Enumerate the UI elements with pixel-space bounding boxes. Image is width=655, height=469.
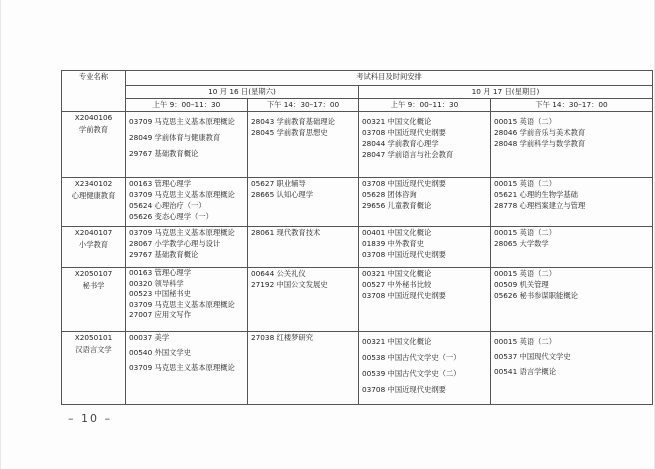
major-name: 汉语言文学 [75, 345, 112, 354]
course-item: 03708 中国近现代史纲要 [362, 385, 446, 394]
major-name: 小学教育 [78, 240, 109, 249]
day2-pm-cell [491, 178, 653, 227]
table-row [62, 112, 653, 178]
major-name: 学前教育 [78, 125, 109, 134]
course-item: 00537 中国现代文学史 [494, 352, 571, 361]
major-code: X2040107 [74, 228, 113, 237]
course-item: 05628 团体咨询 [362, 190, 417, 199]
day2-pm-cell [491, 112, 653, 178]
major-cell [62, 332, 126, 405]
day1-am-header: 上午 9：00–11：30 [126, 99, 248, 112]
day2-pm-cell [491, 268, 653, 332]
course-item: 00644 公关礼仪 [251, 269, 306, 278]
major-cell [62, 227, 126, 268]
course-item: 03708 中国近现代史纲要 [362, 128, 446, 137]
course-item: 05627 职业辅导 [251, 179, 306, 188]
course-item: 03708 中国近现代史纲要 [362, 291, 446, 300]
major-code: X2050107 [74, 269, 113, 278]
day1-am-cell [126, 112, 248, 178]
course-item: 29767 基础教育概论 [129, 250, 199, 259]
course-item: 00527 中外秘书比较 [362, 280, 432, 289]
course-item: 05626 变态心理学（一） [129, 212, 213, 221]
day1-am-cell [126, 268, 248, 332]
course-item: 28778 心理档案建立与管理 [494, 201, 586, 210]
course-item: 05624 心理治疗（一） [129, 201, 206, 210]
course-item: 29656 儿童教育概论 [362, 201, 432, 210]
course-item: 28044 学前教育心理学 [362, 139, 439, 148]
course-item: 00015 英语（二） [494, 228, 557, 237]
course-item: 28049 学前体育与健康教育 [129, 133, 221, 142]
course-item: 00321 中国文化概论 [362, 337, 432, 346]
course-item: 05621 心理的生物学基础 [494, 190, 578, 199]
course-item: 28043 学前教育基础理论 [251, 117, 335, 126]
day2-am-header: 上午 9：00–11：30 [359, 99, 491, 112]
course-item: 00539 中国古代文学史（二） [362, 369, 461, 378]
day2-pm-cell [491, 227, 653, 268]
day2-pm-cell [491, 332, 653, 405]
major-code: X2050101 [74, 333, 113, 342]
course-item: 00015 英语（二） [494, 337, 557, 346]
day1-am-cell [126, 178, 248, 227]
exam-schedule-table [61, 70, 653, 405]
course-item: 00015 英语（二） [494, 269, 557, 278]
course-item: 03709 马克思主义基本原理概论 [129, 117, 235, 126]
table-row [62, 178, 653, 227]
major-cell [62, 112, 126, 178]
day1-am-cell [126, 227, 248, 268]
major-code: X2040106 [74, 113, 113, 122]
day2-pm-header: 下午 14：30–17：00 [491, 99, 653, 112]
course-item: 27038 红楼梦研究 [251, 333, 314, 342]
page-number: – 10 – [68, 412, 112, 425]
schedule-header: 考试科目及时间安排 [126, 71, 653, 86]
course-item: 03709 马克思主义基本原理概论 [129, 190, 235, 199]
course-item: 03709 马克思主义基本原理概论 [129, 299, 235, 309]
day1-pm-cell [248, 178, 359, 227]
day1-header: 10 月 16 日(星期六) [126, 86, 359, 99]
table-row [62, 227, 653, 268]
course-item: 03708 中国近现代史纲要 [362, 250, 446, 259]
day1-pm-cell [248, 112, 359, 178]
course-item: 00523 中国秘书史 [129, 289, 192, 298]
course-item: 00538 中国古代文学史（一） [362, 353, 461, 362]
day2-am-cell [359, 227, 491, 268]
course-item: 00401 中国文化概论 [362, 228, 432, 237]
course-item: 00541 语言学概论 [494, 367, 557, 376]
table-row [62, 268, 653, 332]
major-name: 秘书学 [82, 281, 105, 290]
course-item: 28046 学前音乐与美术教育 [494, 128, 586, 137]
day2-am-cell [359, 268, 491, 332]
day2-header: 10 月 17 日(星期日) [359, 86, 653, 99]
course-item: 00320 领导科学 [129, 278, 184, 288]
course-item: 00321 中国文化概论 [362, 269, 432, 278]
course-item: 05626 秘书参谋职能概论 [494, 291, 578, 300]
major-cell [62, 178, 126, 227]
day1-pm-cell [248, 227, 359, 268]
table-row [62, 332, 653, 405]
day1-pm-cell [248, 268, 359, 332]
course-item: 00163 管理心理学 [129, 268, 192, 277]
course-item: 00321 中国文化概论 [362, 117, 432, 126]
day2-am-cell [359, 332, 491, 405]
course-item: 28665 认知心理学 [251, 190, 314, 199]
course-item: 28061 现代教育技术 [251, 228, 321, 237]
course-item: 00540 外国文学史 [129, 348, 192, 357]
day2-am-cell [359, 178, 491, 227]
course-item: 28067 小学教学心理与设计 [129, 239, 221, 248]
course-item: 28045 学前教育思想史 [251, 128, 328, 137]
day1-pm-cell [248, 332, 359, 405]
course-item: 00015 英语（二） [494, 179, 557, 188]
major-name: 心理健康教育 [71, 191, 116, 200]
course-item: 29767 基础教育概论 [129, 149, 199, 158]
course-item: 00163 管理心理学 [129, 179, 192, 188]
course-item: 00037 美学 [129, 333, 170, 342]
major-cell [62, 268, 126, 332]
course-item: 00509 机关管理 [494, 280, 549, 289]
course-item: 27192 中国公文发展史 [251, 280, 328, 289]
course-item: 03709 马克思主义基本原理概论 [129, 363, 235, 372]
day1-pm-header: 下午 14：30–17：00 [248, 99, 359, 112]
major-code: X2340102 [74, 179, 113, 188]
course-item: 28065 大学数学 [494, 239, 549, 248]
major-header: 专业名称 [62, 71, 126, 112]
course-item: 27007 应用文写作 [129, 310, 192, 319]
day2-am-cell [359, 112, 491, 178]
course-item: 01839 中外教育史 [362, 239, 425, 248]
course-item: 03708 中国近现代史纲要 [362, 179, 446, 188]
course-item: 28047 学前语言与社会教育 [362, 150, 454, 159]
course-item: 28048 学前科学与数学教育 [494, 139, 586, 148]
course-item: 03709 马克思主义基本原理概论 [129, 228, 235, 237]
course-item: 00015 英语（二） [494, 117, 557, 126]
day1-am-cell [126, 332, 248, 405]
